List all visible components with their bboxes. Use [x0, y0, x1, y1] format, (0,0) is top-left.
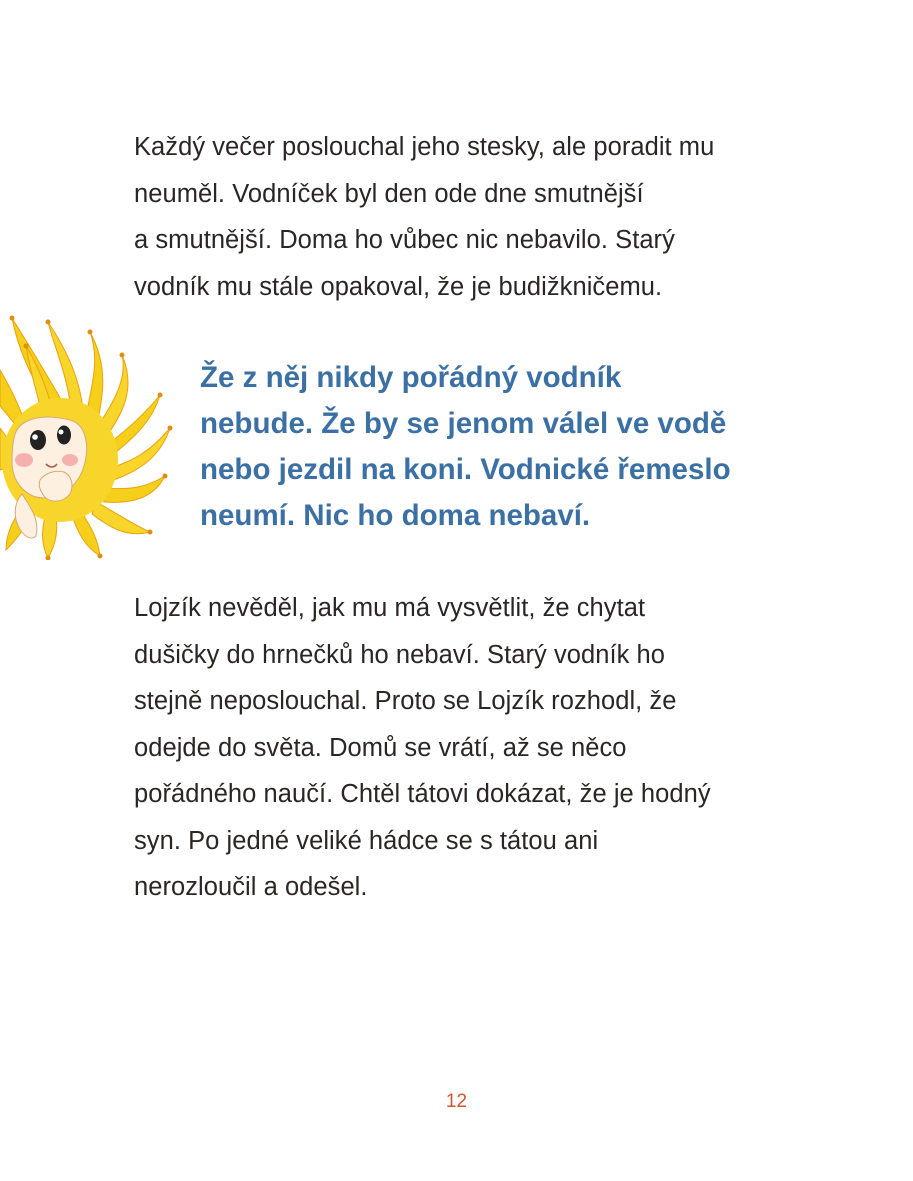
text-line: pořádného naučí. Chtěl tátovi dokázat, že je hodný	[134, 780, 711, 808]
paragraph-1	[134, 124, 714, 310]
text-line: stejně neposlouchal. Proto se Lojzík rozhodl, že	[134, 687, 677, 715]
callout-line: Že z něj nikdy pořádný vodník	[200, 361, 622, 394]
callout-line: neumí. Nic ho doma nebaví.	[200, 499, 591, 532]
text-line: vodník mu stále opakoval, že je budižkničemu.	[134, 272, 663, 301]
page-number: 12	[445, 1091, 468, 1112]
text-line: dušičky do hrnečků ho nebaví. Starý vodník ho	[134, 640, 665, 669]
text-line: syn. Po jedné veliké hádce se s tátou ani	[134, 826, 599, 855]
callout-line: nebude. Že by se jenom válel ve vodě	[200, 407, 727, 440]
callout-quote	[200, 355, 731, 539]
text-line: Lojzík nevěděl, jak mu má vysvětlit, že chytat	[134, 594, 646, 622]
text-line: Každý večer poslouchal jeho stesky, ale poradit mu	[134, 133, 715, 161]
text-line: a smutnější. Doma ho vůbec nic nebavilo. Starý	[134, 226, 675, 254]
sun-girl-illustration	[0, 310, 175, 560]
callout-line: nebo jezdil na koni. Vodnické řemeslo	[200, 453, 731, 486]
text-line: odejde do světa. Domů se vrátí, až se něco	[134, 733, 627, 762]
paragraph-2	[134, 585, 711, 911]
text-line: nerozloučil a odešel.	[134, 873, 368, 901]
text-line: neuměl. Vodníček byl den ode dne smutnější	[134, 179, 644, 208]
